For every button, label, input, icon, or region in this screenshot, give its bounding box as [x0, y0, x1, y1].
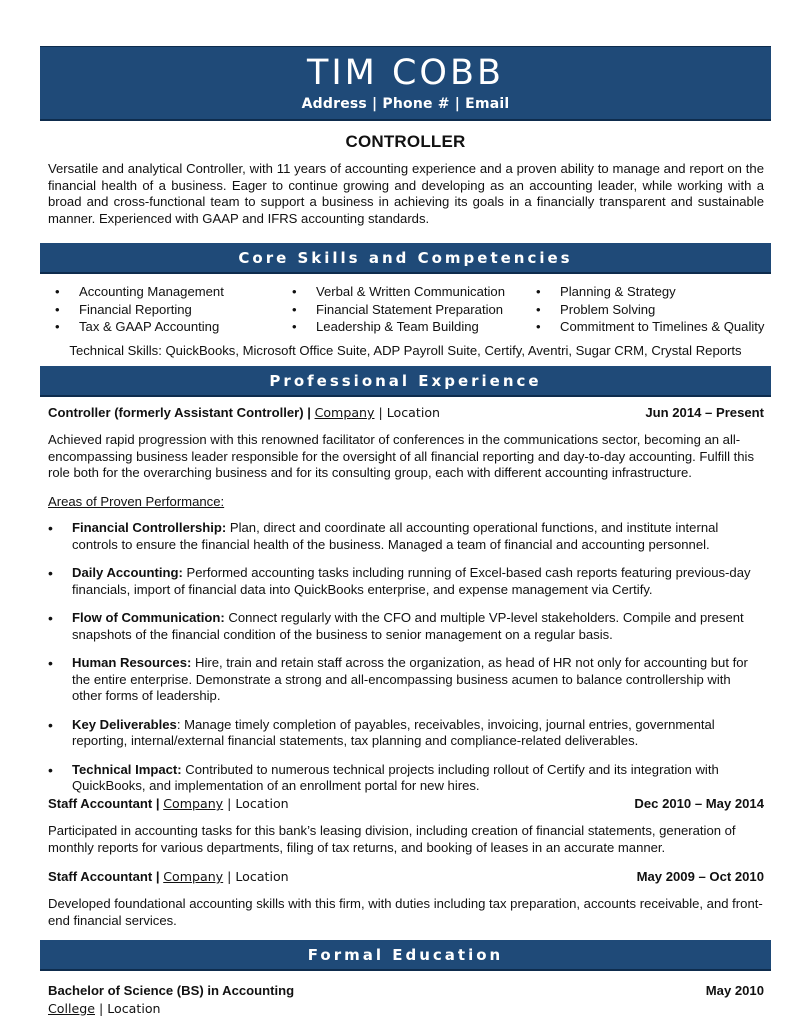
section-heading-experience: Professional Experience: [40, 366, 771, 397]
achievement-text: Plan, direct and coordinate all accounting operational functions, and institute internal controls to ensure the financial health of the business. Managed a team of financial and accounting personnel.: [72, 520, 719, 552]
skills-column-3: [536, 283, 764, 336]
achievement-label: Technical Impact:: [72, 761, 182, 777]
achievement-label: Daily Accounting:: [72, 565, 183, 580]
achievement-text: Contributed to numerous technical projects including rollout of Certify and its integration with QuickBooks, and implementation of an enrollment portal for new hires.: [72, 761, 719, 793]
job-location: Location: [235, 796, 289, 811]
skill-item: • Commitment to Timelines & Quality: [536, 318, 764, 336]
job-title: Controller (formerly Assistant Controller): [48, 405, 304, 420]
candidate-name: TIM COBB: [306, 53, 505, 93]
degree-name: Bachelor of Science (BS) in Accounting: [48, 983, 295, 998]
achievement-label: Key Deliverables: [72, 716, 177, 732]
job-title: Staff Accountant: [48, 869, 153, 884]
job-header: Staff Accountant | Company | Location Dec 2010 – May 2014: [48, 796, 764, 811]
areas-label: Areas of Proven Performance:: [48, 494, 225, 509]
achievement-item: [48, 565, 764, 598]
job-location: Location: [386, 405, 440, 420]
achievement-label: Human Resources:: [72, 655, 192, 670]
skill-item: • Problem Solving: [536, 301, 764, 319]
education-school-row: College | Location: [48, 1001, 161, 1016]
job-location: Location: [235, 869, 289, 884]
job-description: Developed foundational accounting skills with this firm, with duties including tax preparation, accounts receivable, and front-end financial services.: [48, 896, 763, 928]
name-header: [40, 46, 771, 121]
college-location: Location: [107, 1001, 161, 1016]
degree-date: May 2010: [705, 983, 764, 998]
skill-item: • Planning & Strategy: [536, 283, 764, 301]
job-header: Staff Accountant | Company | Location May 2009 – Oct 2010: [48, 869, 764, 884]
company-name: Company: [163, 869, 224, 884]
skill-item: • Verbal & Written Communication: [292, 283, 505, 301]
achievement-label: Financial Controllership:: [72, 520, 227, 535]
job-dates: May 2009 – Oct 2010: [636, 869, 764, 884]
achievement-item: [48, 610, 764, 643]
college-name: College: [48, 1001, 95, 1016]
job-title: Staff Accountant: [48, 796, 153, 811]
company-name: Company: [163, 796, 224, 811]
company-name: Company: [314, 405, 375, 420]
contact-line: Address | Phone # | Email: [301, 96, 510, 112]
achievement-label: Flow of Communication:: [72, 610, 225, 625]
job-dates: Dec 2010 – May 2014: [634, 796, 764, 811]
skills-column-2: [292, 283, 505, 336]
achievement-item: [48, 717, 764, 750]
achievement-text: : Manage timely completion of payables, receivables, invoicing, journal entries, governmental reporting, internal/external financial statements, tax planning and compliance-related deliverables.: [72, 716, 715, 748]
education-degree-row: [48, 982, 764, 1000]
section-heading-skills: Core Skills and Competencies: [40, 243, 771, 274]
skill-item: • Financial Reporting: [55, 301, 224, 319]
skills-column-1: [55, 283, 224, 336]
achievement-text: Connect regularly with the CFO and multiple VP-level stakeholders. Compile and present snapshots of the financial condition of the business to senior management on a regular basis.: [72, 610, 744, 642]
job-target-title: CONTROLLER: [345, 132, 466, 151]
achievement-list: [48, 520, 764, 807]
skill-item: • Tax & GAAP Accounting: [55, 318, 224, 336]
section-heading-education: Formal Education: [40, 940, 771, 971]
skill-item: • Leadership & Team Building: [292, 318, 505, 336]
summary-paragraph: Versatile and analytical Controller, with 11 years of accounting experience and a proven ability to manage and report on the financial health of a business. Eager to continue growing and developing as an accounting leader, while working with a broad and cross-functional team to support a business in achieving its goals in a financially transparent and sustainable manner. Experienced with GAAP and IFRS accounting standards.: [48, 161, 764, 226]
skill-item: • Financial Statement Preparation: [292, 301, 505, 319]
job-description: Achieved rapid progression with this renowned facilitator of conferences in the communications sector, becoming an all-encompassing business leader responsible for the oversight of all financial reporting and day-to-day accounting. Fulfill this role both for the overarching business and for its consulting group, each with different accounting infrastructure.: [48, 432, 755, 480]
achievement-text: Performed accounting tasks including running of Excel-based cash reports featuring previous-day financials, import of financial data into QuickBooks enterprise, and expense management via Certify.: [72, 565, 751, 597]
job-description: Participated in accounting tasks for this bank’s leasing division, including creation of financial statements, generation of monthly reports for various departments, filing of tax returns, and booking of leases in an accurate manner.: [48, 823, 736, 855]
skill-item: • Accounting Management: [55, 283, 224, 301]
achievement-item: [48, 762, 764, 795]
achievement-item: [48, 655, 764, 705]
technical-skills: Technical Skills: QuickBooks, Microsoft Office Suite, ADP Payroll Suite, Certify, Aventri, Sugar CRM, Crystal Reports: [69, 343, 742, 358]
achievement-item: [48, 520, 764, 553]
job-dates: Jun 2014 – Present: [645, 405, 764, 420]
achievement-text: Hire, train and retain staff across the organization, as head of HR not only for accounting but for the entire enterprise. Demonstrate a strong and all-encompassing business acumen to balance controllership with other forms of leadership.: [72, 655, 748, 703]
job-header: Controller (formerly Assistant Controller) | Company | Location Jun 2014 – Present: [48, 405, 764, 420]
